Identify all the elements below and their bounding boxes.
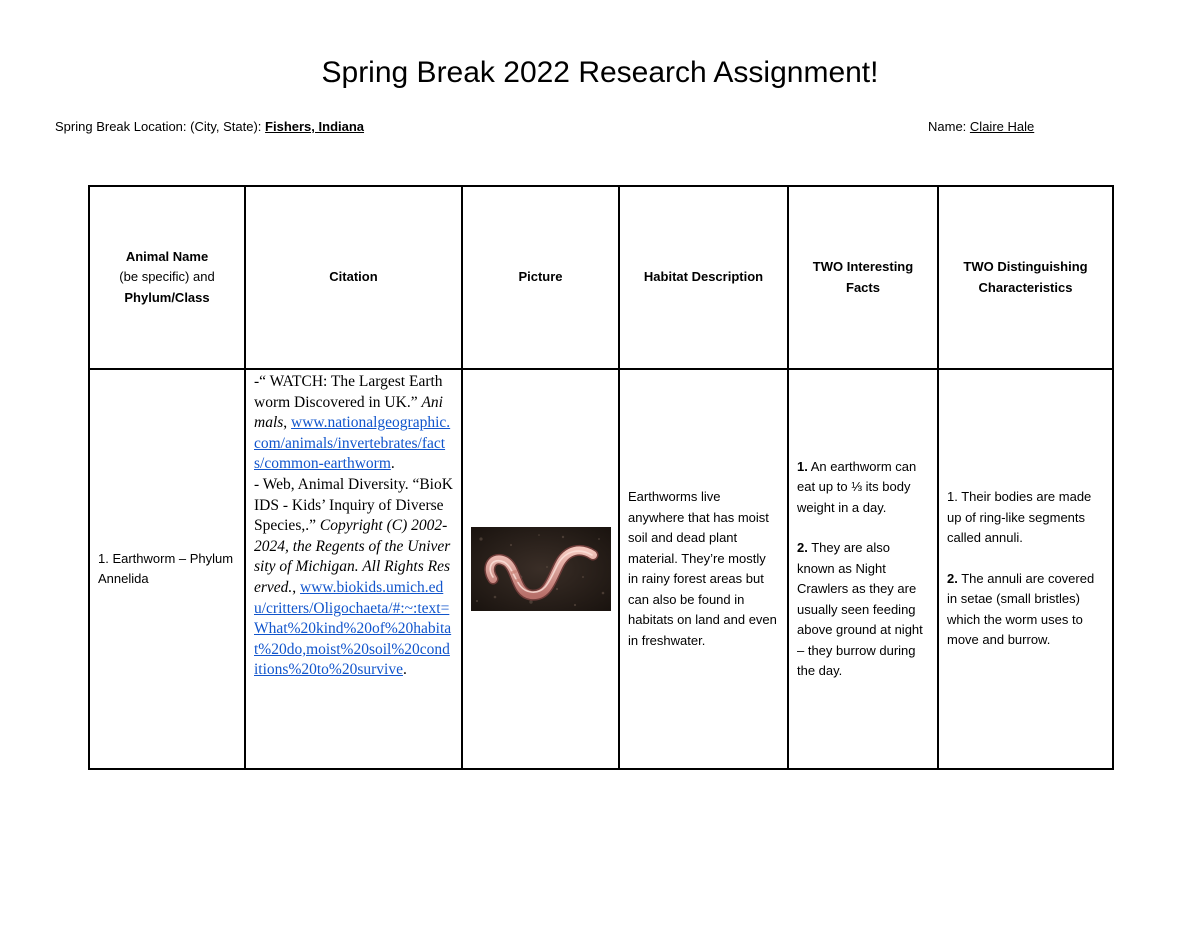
citation-link-biokids[interactable]: www.biokids.umich.edu/critters/Oligochaeta/#:~:text=What%20kind%20of%20habitat%20do,moist%20soil%20conditions%20to%20survive — [254, 578, 452, 679]
header-row — [89, 186, 1113, 369]
header-habitat: Habitat Description — [619, 186, 788, 369]
facts-cell — [788, 369, 938, 769]
page-title: Spring Break 2022 Research Assignment! — [321, 56, 879, 89]
table-row — [89, 369, 1113, 769]
habitat-cell: Earthworms live anywhere that has moist soil and dead plant material. They’re mostly in rainy forest areas but can also be found in habitats on land and even in freshwater. — [619, 369, 788, 769]
header-picture: Picture — [462, 186, 619, 369]
citation-link-natgeo[interactable]: www.nationalgeographic.com/animals/invertebrates/facts/common-earthworm — [254, 414, 451, 473]
name-line — [928, 119, 1034, 134]
header-animal: Animal Name (be specific) and Phylum/Class — [89, 186, 245, 369]
animal-cell: 1. Earthworm – Phylum Annelida — [89, 369, 245, 769]
characteristic-item: 1. Their bodies are made up of ring-like segments called annuli. — [947, 489, 1092, 546]
earthworm-image — [471, 527, 611, 611]
name-label: Name: — [928, 119, 967, 134]
header-facts: TWO Interesting Facts — [788, 186, 938, 369]
name-value: Claire Hale — [969, 119, 1035, 134]
location-line — [55, 119, 364, 134]
fact-item: 2. They are also known as Night Crawlers as they are usually seen feeding above ground at night – they burrow during the day. — [797, 540, 923, 678]
location-label: Spring Break Location: (City, State): — [55, 119, 262, 134]
header-citation: Citation — [245, 186, 462, 369]
citation-cell: -“ WATCH: The Largest Earthworm Discovered in UK.” Animals, www.nationalgeographic.com/animals/invertebrates/facts/common-earthworm. - Web, Animal Diversity. “BioKIDS - Kids’ Inquiry of Diverse Species,.” Copyright (C) 2002-2024, the Regents of the University of Michigan. All Rights Reserved., www.biokids.umich.edu/critters/Oligochaeta/#:~:text=What%20kind%20of%20habitat%20do,moist%20soil%20conditions%20to%20survive. — [245, 369, 462, 769]
header-characteristics: TWO Distinguishing Characteristics — [938, 186, 1113, 369]
location-value: Fishers, Indiana — [265, 119, 365, 134]
characteristic-item: 2. The annuli are covered in setae (small bristles) which the worm uses to move and burrow. — [947, 570, 1095, 648]
research-table — [88, 185, 1114, 770]
characteristics-cell — [938, 369, 1113, 769]
fact-item: 1. An earthworm can eat up to ⅓ its body weight in a day. — [797, 458, 917, 515]
picture-cell — [462, 369, 619, 769]
